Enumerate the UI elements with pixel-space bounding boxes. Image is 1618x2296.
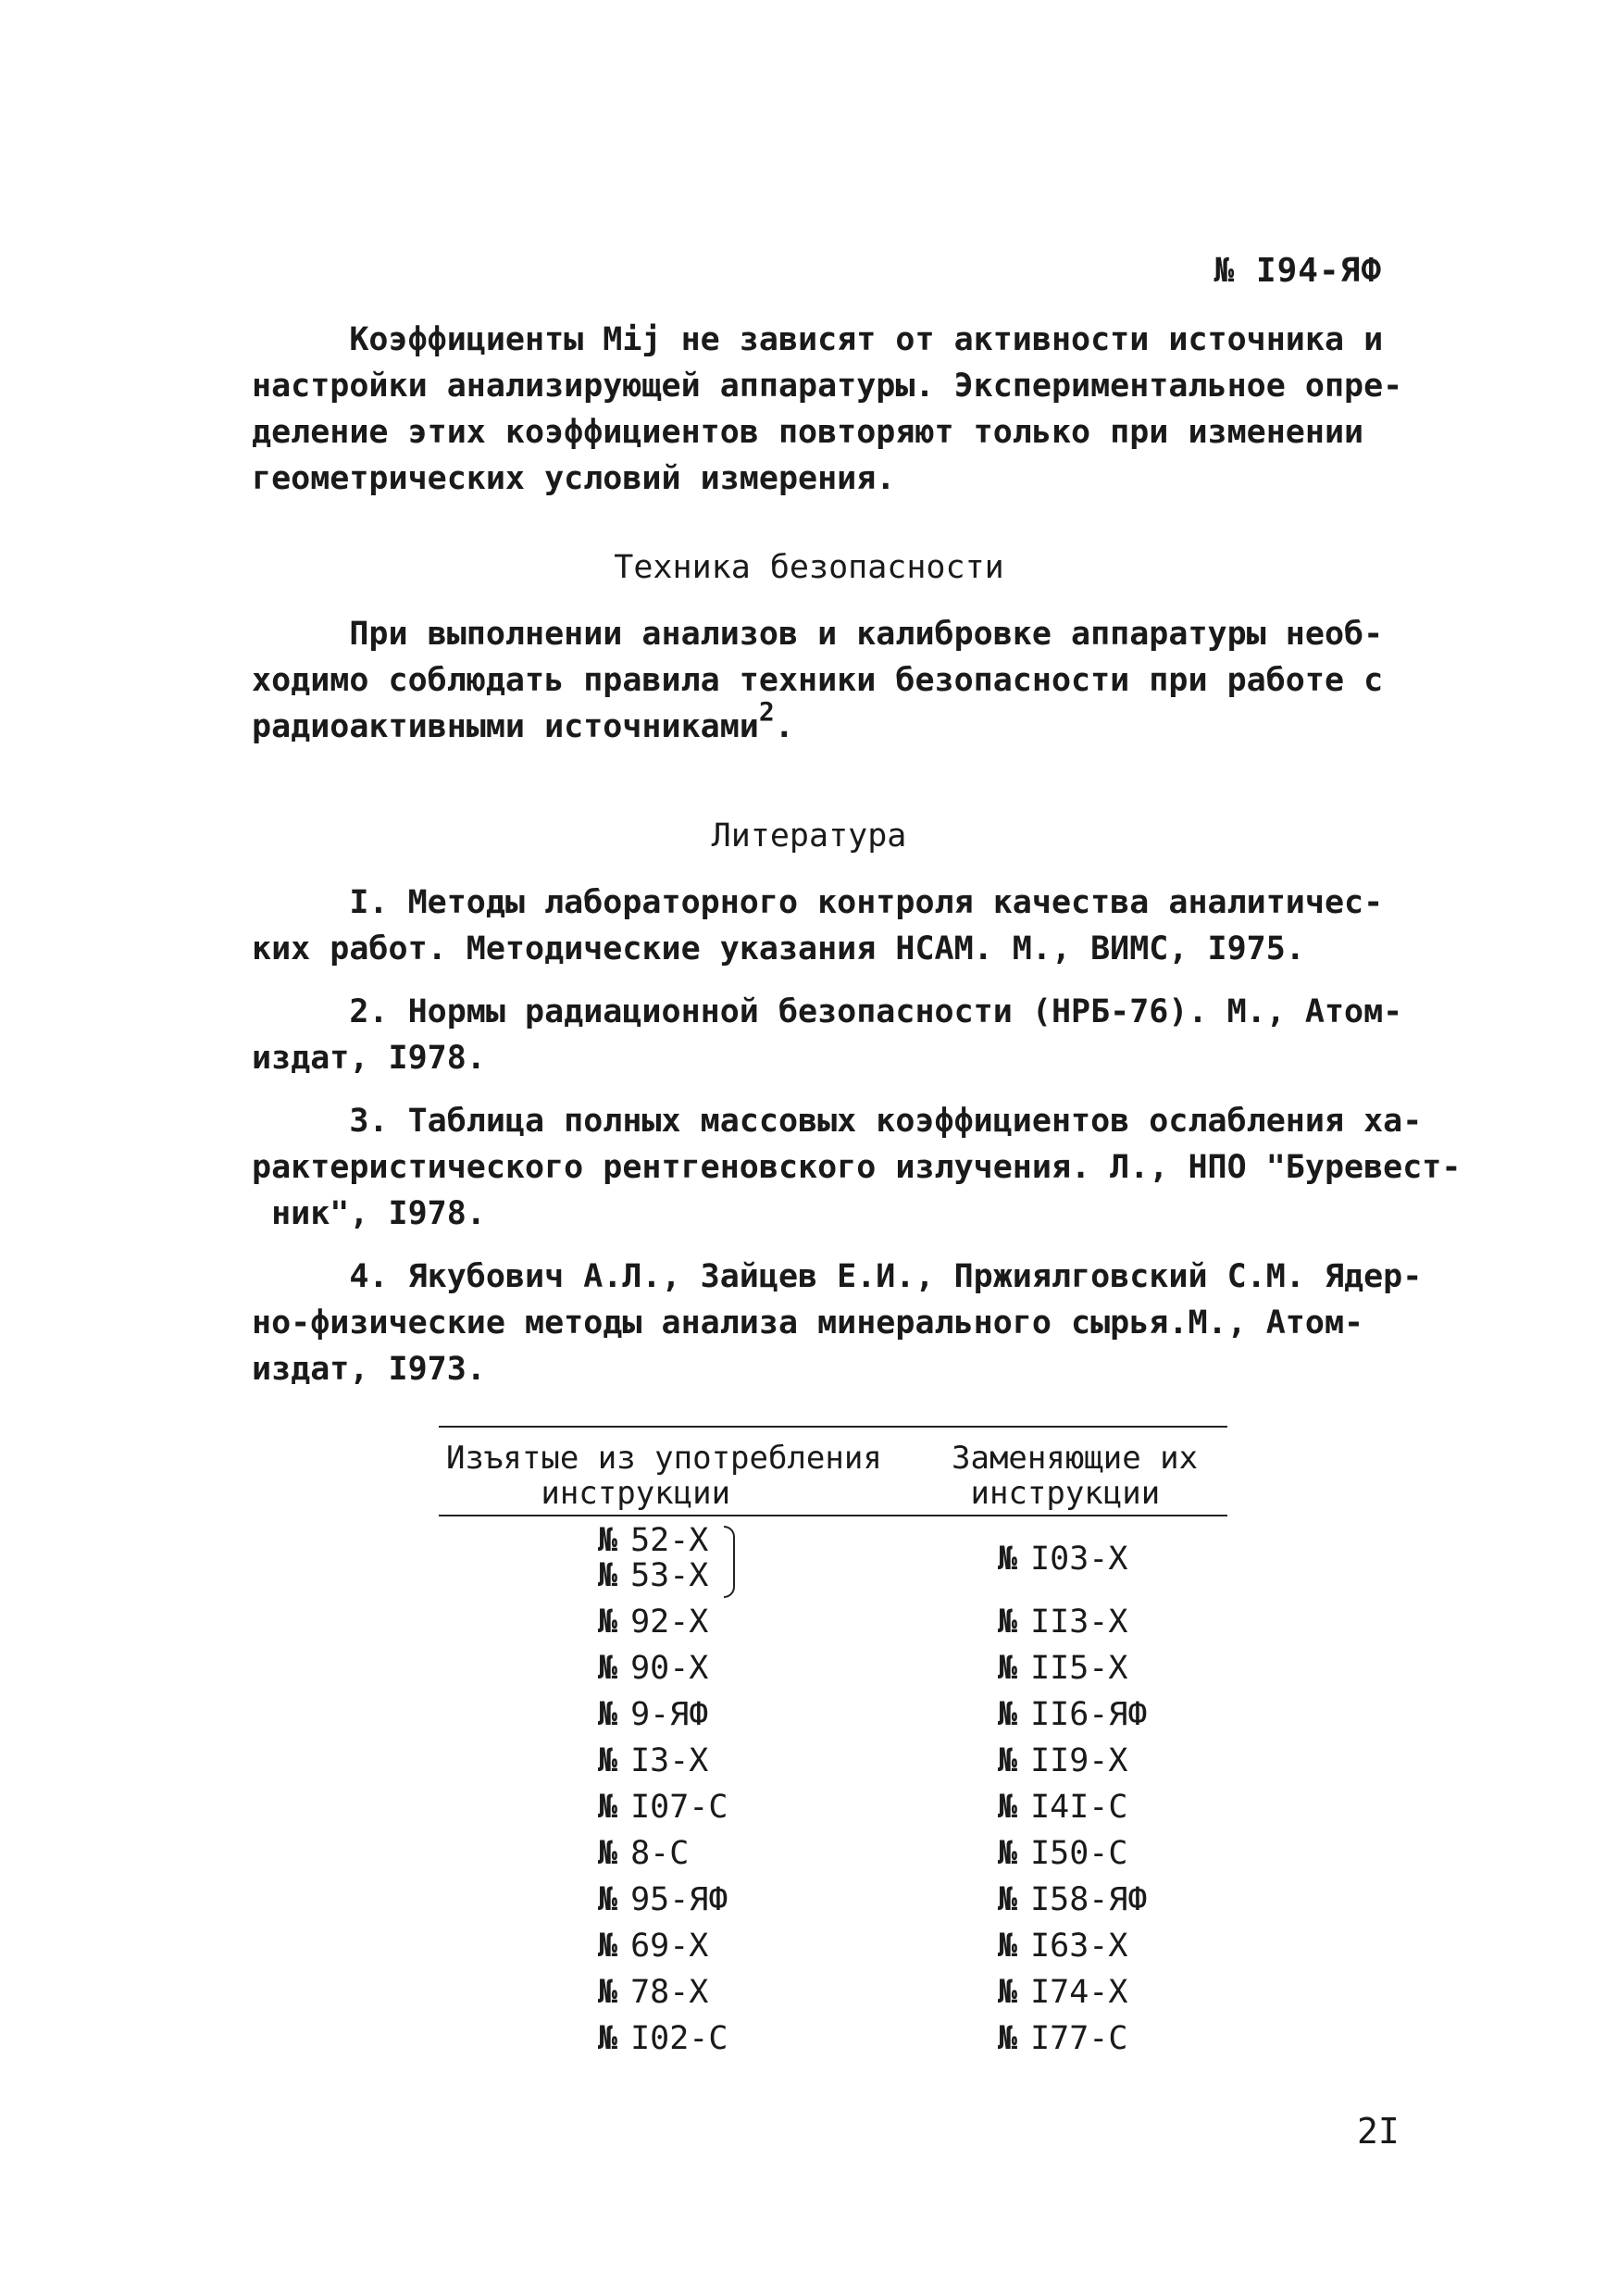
literature-item-4-line-3: издат, I973. xyxy=(252,1351,486,1388)
table-row-11-left xyxy=(598,2020,728,2057)
table-row-3-left xyxy=(598,1650,708,1687)
number-sign: № xyxy=(998,1742,1018,1779)
table-row-3-right xyxy=(998,1650,1127,1687)
withdrawn-instruction: 78-Х xyxy=(630,1974,709,2011)
number-sign: № xyxy=(998,1835,1018,1872)
table-row-2-right xyxy=(998,1603,1127,1641)
replacing-instruction: I50-С xyxy=(1030,1835,1128,1872)
table-top-rule xyxy=(439,1426,1227,1428)
replacing-instruction: I77-С xyxy=(1030,2020,1128,2057)
table-header-replacing: Заменяющие их инструкции xyxy=(952,1440,1199,1512)
table-header-withdrawn: Изъятые из употребления инструкции xyxy=(446,1440,882,1512)
intro-line-3: деление этих коэффициентов повторяют только при изменении xyxy=(252,414,1364,451)
replacing-instruction: II3-Х xyxy=(1030,1603,1128,1641)
table-row-8-right xyxy=(998,1881,1148,1918)
intro-line-2: настройки анализирующей аппаратуры. Экспериментальное опре- xyxy=(252,368,1403,405)
withdrawn-instruction: 9-ЯФ xyxy=(630,1696,709,1733)
withdrawn-instruction: 92-Х xyxy=(630,1603,709,1641)
table-row-5-right xyxy=(998,1742,1127,1779)
withdrawn-instruction: 52-Х xyxy=(630,1522,709,1559)
table-row-9-right xyxy=(998,1928,1127,1965)
withdrawn-instruction: 8-С xyxy=(630,1835,690,1872)
literature-item-3-line-1: 3. Таблица полных массовых коэффициентов ослабления ха- xyxy=(252,1103,1423,1140)
number-sign: № xyxy=(998,1541,1018,1578)
safety-line-3-text: радиоактивными источниками xyxy=(252,708,759,745)
table-row-9-left xyxy=(598,1928,708,1965)
replacing-instruction: II6-ЯФ xyxy=(1030,1696,1148,1733)
number-sign: № xyxy=(598,2020,618,2057)
number-sign: № xyxy=(998,1789,1018,1826)
number-sign: № xyxy=(998,1974,1018,2011)
table-row-7-left xyxy=(598,1835,689,1872)
intro-line-1: Коэффициенты Мij не зависят от активности источника и xyxy=(252,321,1384,358)
table-row-6-right xyxy=(998,1789,1127,1826)
withdrawn-instruction: 69-Х xyxy=(630,1928,709,1965)
table-row-1-right xyxy=(998,1541,1127,1578)
replacing-instruction: II9-Х xyxy=(1030,1742,1128,1779)
table-row-6-left xyxy=(598,1789,728,1826)
literature-item-4-line-2: но-физические методы анализа минерального сырья.М., Атом- xyxy=(252,1304,1364,1341)
replacing-instruction: I63-Х xyxy=(1030,1928,1128,1965)
literature-item-2-line-2: издат, I978. xyxy=(252,1040,486,1077)
table-row-4-left xyxy=(598,1696,708,1733)
table-row-8-left xyxy=(598,1881,728,1918)
literature-item-2-line-1: 2. Нормы радиационной безопасности (НРБ-76). М., Атом- xyxy=(252,993,1403,1030)
number-sign: № xyxy=(598,1835,618,1872)
number-sign: № xyxy=(598,1789,618,1826)
number-sign: № xyxy=(598,1696,618,1733)
withdrawn-instruction: 90-Х xyxy=(630,1650,709,1687)
safety-line-1: При выполнении анализов и калибровке аппаратуры необ- xyxy=(252,616,1384,653)
table-row-10-right xyxy=(998,1974,1127,2011)
replacing-instruction: I03-Х xyxy=(1030,1541,1128,1578)
table-row-1-left-b xyxy=(598,1557,708,1594)
number-sign: № xyxy=(998,1603,1018,1641)
number-sign: № xyxy=(598,1650,618,1687)
number-sign: № xyxy=(598,1742,618,1779)
document-number: № I94-ЯФ xyxy=(1214,252,1382,290)
literature-heading: Литература xyxy=(711,817,907,855)
number-sign: № xyxy=(598,1603,618,1641)
table-row-10-left xyxy=(598,1974,708,2011)
withdrawn-instruction: I02-С xyxy=(630,2020,728,2057)
literature-item-1-line-2: ких работ. Методические указания НСАМ. М., ВИМС, I975. xyxy=(252,930,1305,967)
safety-line-2: ходимо соблюдать правила техники безопасности при работе с xyxy=(252,662,1384,699)
literature-item-3-line-2: рактеристического рентгеновского излучения. Л., НПО "Буревест- xyxy=(252,1149,1462,1186)
withdrawn-instruction: 95-ЯФ xyxy=(630,1881,728,1918)
safety-heading: Техника безопасности xyxy=(614,549,1004,586)
number-sign: № xyxy=(998,1881,1018,1918)
withdrawn-instruction: I3-Х xyxy=(630,1742,709,1779)
replacing-instruction: II5-Х xyxy=(1030,1650,1128,1687)
table-row-5-left xyxy=(598,1742,708,1779)
number-sign: № xyxy=(598,1881,618,1918)
withdrawn-instruction: 53-Х xyxy=(630,1557,709,1594)
table-header-rule xyxy=(439,1515,1227,1516)
number-sign: № xyxy=(598,1974,618,2011)
replacing-instruction: I74-Х xyxy=(1030,1974,1128,2011)
table-row-4-right xyxy=(998,1696,1148,1733)
table-row-2-left xyxy=(598,1603,708,1641)
intro-line-4: геометрических условий измерения. xyxy=(252,460,896,497)
table-row-7-right xyxy=(998,1835,1127,1872)
number-sign: № xyxy=(998,1650,1018,1687)
literature-item-4-line-1: 4. Якубович А.Л., Зайцев Е.И., Пржиялговский С.М. Ядер- xyxy=(252,1258,1423,1295)
safety-line-3-end: . xyxy=(774,708,794,745)
grouping-brace xyxy=(724,1526,735,1598)
number-sign: № xyxy=(598,1928,618,1965)
replacing-instruction: I58-ЯФ xyxy=(1030,1881,1148,1918)
number-sign: № xyxy=(598,1522,618,1559)
safety-line-3 xyxy=(252,696,1390,750)
replacing-instruction: I4I-С xyxy=(1030,1789,1128,1826)
table-row-11-right xyxy=(998,2020,1127,2057)
table-row-1-left-a xyxy=(598,1522,708,1559)
withdrawn-instruction: I07-С xyxy=(630,1789,728,1826)
number-sign: № xyxy=(998,1696,1018,1733)
number-sign: № xyxy=(598,1557,618,1594)
literature-item-1-line-1: I. Методы лабораторного контроля качества аналитичес- xyxy=(252,884,1384,921)
literature-item-3-line-3: ник", I978. xyxy=(252,1195,486,1232)
number-sign: № xyxy=(998,1928,1018,1965)
page-number: 2I xyxy=(1357,2111,1400,2152)
number-sign: № xyxy=(998,2020,1018,2057)
footnote-reference: 2 xyxy=(758,696,775,727)
